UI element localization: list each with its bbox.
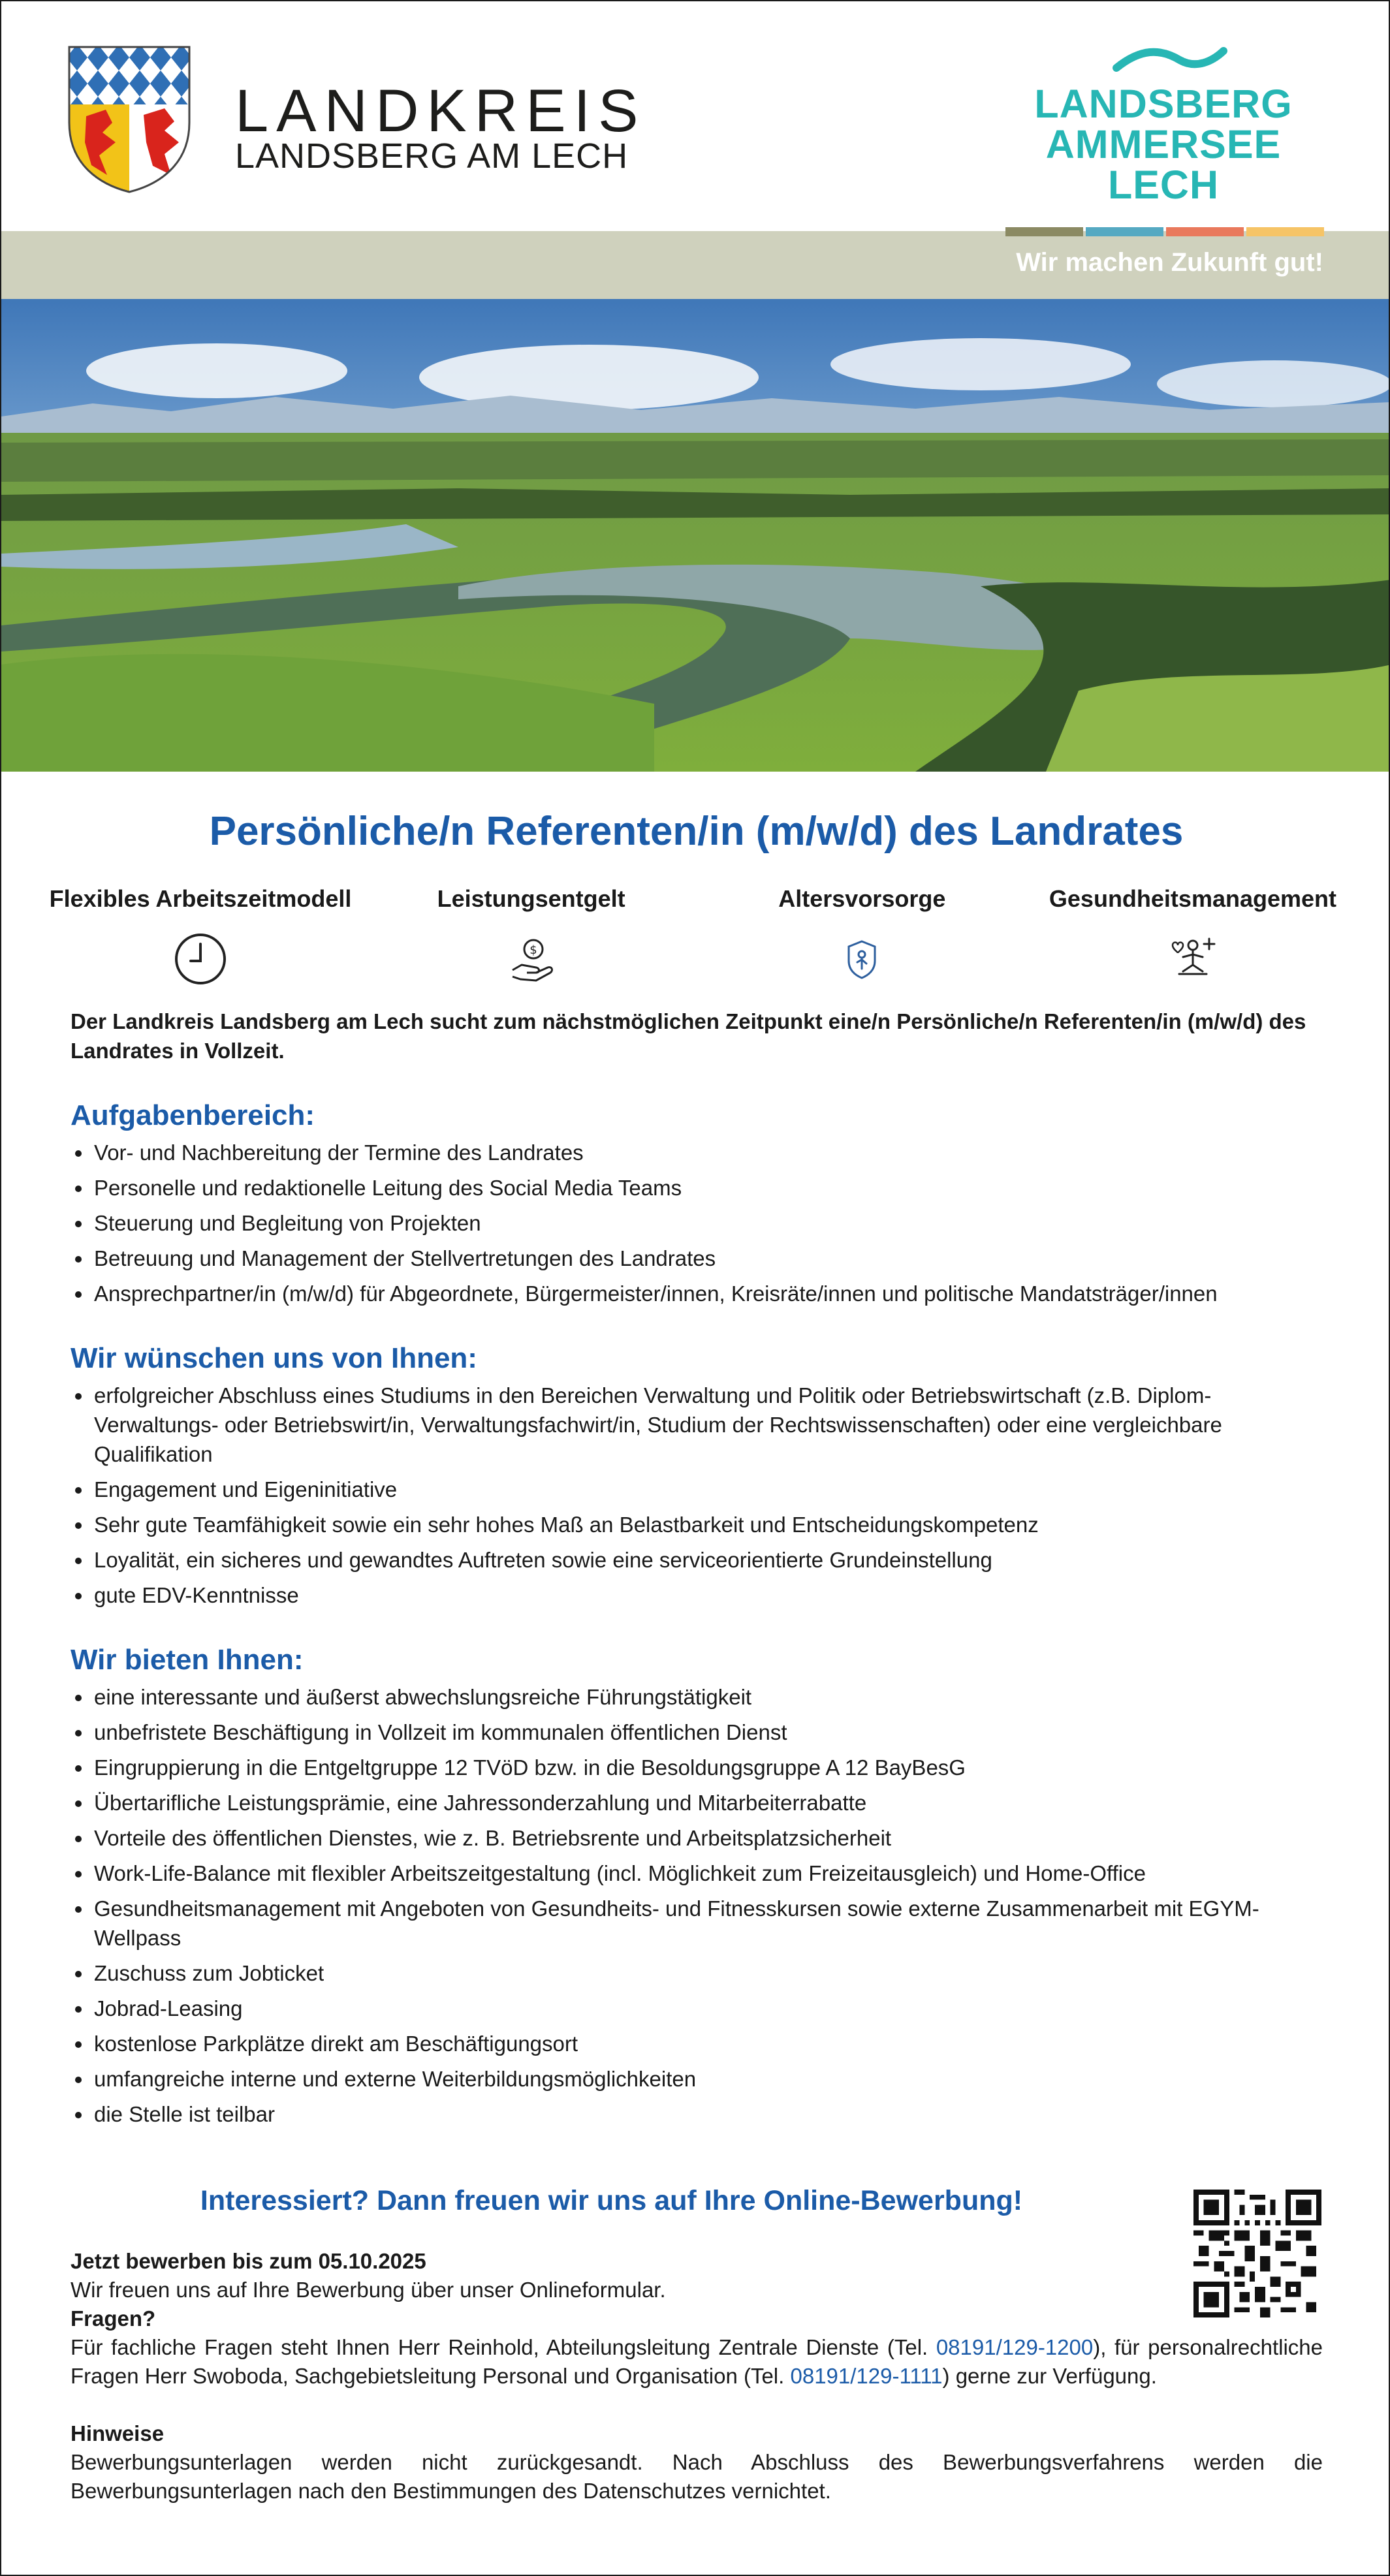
list-item: • Gesundheitsmanagement mit Angeboten von Gesundheits- und Fitnesskursen sowie externe Zusammenarbeit mit EGYM-Wellpass: [93, 1894, 1323, 1953]
list-item: • Work-Life-Balance mit flexibler Arbeitszeitgestaltung (incl. Möglichkeit zum Freizeitausgleich) und Home-Office: [93, 1859, 1323, 1888]
brand-color-bars: [1005, 227, 1324, 236]
section-heading-offer: Wir bieten Ihnen:: [71, 1644, 304, 1676]
section-heading-requirements: Wir wünschen uns von Ihnen:: [71, 1342, 477, 1374]
coat-of-arms-logo: [67, 44, 192, 195]
brand-color-bar: [1086, 227, 1163, 236]
list-item: • eine interessante und äußerst abwechslungsreiche Führungstätigkeit: [93, 1682, 1323, 1712]
brand-line: LECH: [1107, 163, 1220, 207]
list-item: • Steuerung und Begleitung von Projekten: [93, 1208, 1323, 1238]
job-title: Persönliche/n Referenten/in (m/w/d) des Landrates: [209, 809, 1184, 854]
spacer: [71, 2391, 1323, 2419]
benefit-label: Flexibles Arbeitszeitmodell: [49, 885, 352, 912]
questions-text-part: ), für personalrechtliche Fragen Herr Swoboda, Sachgebietsleitung Personal und Organisation (Tel.: [71, 2335, 1323, 2388]
online-form-note: Wir freuen uns auf Ihre Bewerbung über unser Onlineformular.: [71, 2278, 666, 2302]
landscape-photo: [1, 299, 1390, 772]
cta-text: Interessiert? Dann freuen wir uns auf Ihre Online-Bewerbung!: [200, 2185, 1023, 2216]
list-item: • Übertarifliche Leistungsprämie, eine Jahressonderzahlung und Mitarbeiterrabatte: [93, 1788, 1323, 1817]
slogan: Wir machen Zukunft gut!: [1016, 248, 1323, 277]
money-hand-icon: [502, 930, 561, 988]
application-deadline: Jetzt bewerben bis zum 05.10.2025: [71, 2249, 426, 2273]
list-item: • Betreuung und Management der Stellvertretungen des Landrates: [93, 1244, 1323, 1273]
pension-shield-icon: [832, 930, 891, 988]
phone-link-reinhold[interactable]: 08191/129-1200: [936, 2335, 1094, 2359]
questions-text-part: ) gerne zur Verfügung.: [942, 2364, 1157, 2388]
phone-link-swoboda[interactable]: 08191/129-1111: [790, 2364, 943, 2388]
wellness-icon: [1163, 930, 1222, 988]
call-to-action: [1, 2185, 1390, 2217]
clock-icon: [171, 930, 230, 988]
benefit-item: [1039, 885, 1346, 992]
list-item: • die Stelle ist teilbar: [93, 2099, 1323, 2129]
authority-title: LANDKREIS: [235, 78, 646, 144]
list-item: • Sehr gute Teamfähigkeit sowie ein sehr hohes Maß an Belastbarkeit und Entscheidungskompetenz: [93, 1510, 1323, 1539]
notes-text: Bewerbungsunterlagen werden nicht zurückgesandt. Nach Abschluss des Bewerbungsverfahrens werden die Bewerbungsunterlagen nach den Bestimmungen des Datenschutzes vernichtet.: [71, 2450, 1323, 2503]
list-item: • erfolgreicher Abschluss eines Studiums in den Bereichen Verwaltung und Politik oder Betriebswirtschaft (z.B. Diplom-Verwaltungs- oder Betriebswirt/in, Verwaltungsfachwirt/in, Studium der Rechtswissenschaften) oder eine vergleichbare Qualifikation: [93, 1381, 1323, 1469]
tasks-list: [71, 1138, 1323, 1308]
svg-text:$: $: [529, 943, 537, 957]
list-item: • Loyalität, ein sicheres und gewandtes Auftreten sowie eine serviceorientierte Grundeinstellung: [93, 1545, 1323, 1575]
wave-icon: [1111, 42, 1229, 81]
questions-text-part: Für fachliche Fragen steht Ihnen Herr Reinhold, Abteilungsleitung Zentrale Dienste (Tel.: [71, 2335, 936, 2359]
questions-heading: Fragen?: [71, 2306, 156, 2331]
benefit-label: Altersvorsorge: [778, 885, 946, 912]
region-brand-logo: [1020, 84, 1307, 205]
list-item: • Zuschuss zum Jobticket: [93, 1958, 1323, 1988]
offer-list: [71, 1682, 1323, 2129]
list-item: • Vorteile des öffentlichen Dienstes, wie z. B. Betriebsrente und Arbeitsplatzsicherheit: [93, 1823, 1323, 1853]
benefit-label: Gesundheitsmanagement: [1049, 885, 1337, 912]
list-item: • Engagement und Eigeninitiative: [93, 1475, 1323, 1504]
brand-line: AMMERSEE: [1045, 122, 1282, 166]
benefits-row: [47, 885, 1346, 992]
list-item: • Vor- und Nachbereitung der Termine des Landrates: [93, 1138, 1323, 1167]
list-item: • kostenlose Parkplätze direkt am Beschäftigungsort: [93, 2029, 1323, 2058]
authority-subtitle: LANDSBERG AM LECH: [235, 136, 629, 176]
benefit-item: [47, 885, 354, 992]
job-description: [71, 1007, 1323, 2135]
list-item: • Eingruppierung in die Entgeltgruppe 12 TVöD bzw. in die Besoldungsgruppe A 12 BayBesG: [93, 1753, 1323, 1782]
section-heading-tasks: Aufgabenbereich:: [71, 1099, 315, 1131]
brand-color-bar: [1005, 227, 1083, 236]
brand-color-bar: [1246, 227, 1324, 236]
list-item: • Ansprechpartner/in (m/w/d) für Abgeordnete, Bürgermeister/innen, Kreisräte/innen und politische Mandatsträger/innen: [93, 1279, 1323, 1308]
brand-line: LANDSBERG: [1034, 82, 1293, 126]
intro-text: Der Landkreis Landsberg am Lech sucht zum nächstmöglichen Zeitpunkt eine/n Persönliche/n Referenten/in (m/w/d) des Landrates in Vollzeit.: [71, 1009, 1306, 1063]
list-item: • Personelle und redaktionelle Leitung des Social Media Teams: [93, 1173, 1323, 1202]
list-item: • Jobrad-Leasing: [93, 1994, 1323, 2023]
application-info: [71, 2247, 1323, 2505]
benefit-item: [378, 885, 685, 992]
list-item: • unbefristete Beschäftigung in Vollzeit im kommunalen öffentlichen Dienst: [93, 1718, 1323, 1747]
questions-text: [71, 2333, 1323, 2391]
benefit-item: [708, 885, 1015, 992]
notes-heading: Hinweise: [71, 2421, 165, 2445]
benefit-label: Leistungsentgelt: [437, 885, 625, 912]
brand-color-bar: [1166, 227, 1244, 236]
list-item: • gute EDV-Kenntnisse: [93, 1580, 1323, 1610]
list-item: • umfangreiche interne und externe Weiterbildungsmöglichkeiten: [93, 2064, 1323, 2094]
requirements-list: [71, 1381, 1323, 1610]
